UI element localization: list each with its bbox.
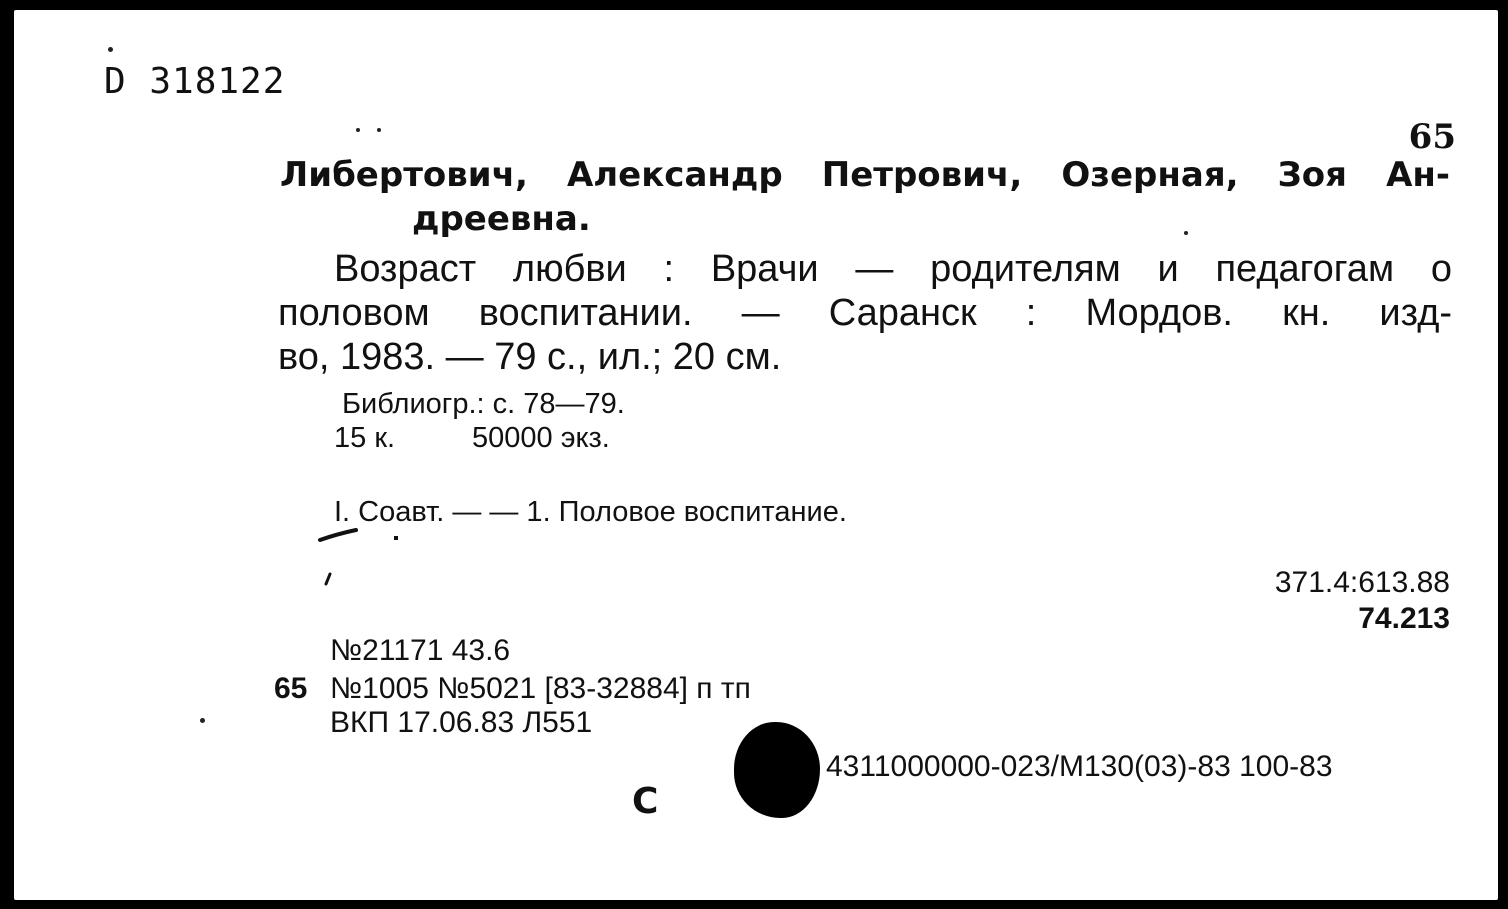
author-word: Зоя: [1277, 155, 1347, 195]
title-word: родителям: [930, 248, 1121, 290]
card-number: 65: [1408, 117, 1456, 157]
title-word: :: [1025, 292, 1037, 334]
title-word: кн.: [1282, 292, 1331, 334]
title-word: педагогам: [1215, 248, 1395, 290]
record-number: 65: [274, 672, 308, 705]
authors-line-2: дреевна.: [412, 199, 591, 239]
udc-index: 371.4:613.88: [1274, 566, 1450, 599]
bibliography-note: Библиогр.: с. 78—79.: [342, 388, 625, 420]
speck: [356, 128, 360, 132]
publication-code: 4311000000-023/M130(03)-83 100-83: [826, 750, 1333, 783]
copies: 50000 экз.: [472, 422, 610, 454]
author-word: Либертович,: [280, 155, 528, 195]
title-word: Возраст: [334, 248, 477, 290]
title-line-1: [334, 250, 1452, 288]
copyright-mark: C: [632, 781, 659, 822]
title-word: Мордов.: [1085, 292, 1233, 334]
ink-blot: [734, 722, 820, 818]
title-word: и: [1157, 248, 1179, 290]
record-line-1: №21171 43.6: [330, 634, 511, 667]
speck: [200, 718, 205, 723]
record-line-3: ВКП 17.06.83 Л551: [330, 706, 593, 739]
authors-line-1: [280, 155, 1450, 195]
title-word: Саранск: [828, 292, 977, 334]
author-word: Петрович,: [821, 155, 1023, 195]
title-word: любви: [512, 248, 627, 290]
title-word: —: [855, 248, 894, 290]
speck: [1184, 231, 1188, 235]
speck: [377, 128, 381, 132]
title-word: —: [741, 292, 780, 334]
inventory-stamp: D 318122: [104, 61, 286, 102]
title-word: :: [663, 248, 675, 290]
speck: [108, 47, 113, 52]
bbk-index: 74.213: [1358, 602, 1450, 635]
author-word: Александр: [566, 155, 783, 195]
author-word: Озерная,: [1061, 155, 1239, 195]
title-word: воспитании.: [478, 292, 693, 334]
pencil-mark: [312, 528, 402, 588]
price: 15 к.: [334, 422, 396, 454]
subject-entry: I. Соавт. — — 1. Половое воспитание.: [334, 496, 847, 528]
title-line-2: [278, 294, 1452, 332]
title-word: о: [1430, 248, 1452, 290]
title-word: половом: [278, 292, 430, 334]
title-line-3: во, 1983. — 79 с., ил.; 20 см.: [278, 336, 782, 378]
title-word: изд-: [1379, 292, 1453, 334]
author-word: Ан-: [1386, 155, 1450, 195]
title-word: Врачи: [710, 248, 819, 290]
record-line-2: №1005 №5021 [83-32884] п тп: [330, 672, 751, 705]
